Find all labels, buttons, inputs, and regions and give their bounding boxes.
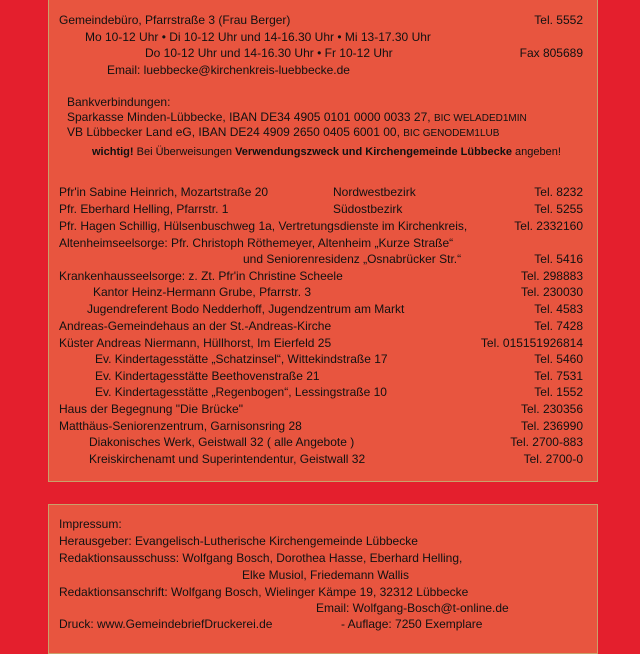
impressum-address: Redaktionsanschrift: Wolfgang Bosch, Wielinger Kämpe 19, 32312 Lübbecke bbox=[59, 585, 469, 599]
office-title: Gemeindebüro, Pfarrstraße 3 (Frau Berger) bbox=[59, 13, 291, 27]
contact-name: Diakonisches Werk, Geistwall 32 ( alle Angebote ) bbox=[89, 435, 355, 449]
bank-note-important: wichtig! bbox=[92, 146, 134, 158]
office-email: Email: luebbecke@kirchenkreis-luebbecke.de bbox=[107, 63, 350, 77]
contact-tel: Tel. 230356 bbox=[520, 402, 583, 416]
bank-line-1-text: Sparkasse Minden-Lübbecke, IBAN DE34 4905 0101 0000 0033 27, bbox=[67, 110, 431, 124]
contact-panel bbox=[48, 0, 598, 482]
contact-name: Pfr'in Sabine Heinrich, Mozartstraße 20 bbox=[59, 185, 269, 199]
impressum-email: Email: Wolfgang-Bosch@t-online.de bbox=[316, 601, 509, 615]
contact-name: Ev. Kindertagesstätte Beethovenstraße 21 bbox=[95, 369, 320, 383]
bank-note-text-1: Bei Überweisungen bbox=[133, 146, 236, 158]
impressum-edition: - Auflage: 7250 Exemplare bbox=[341, 617, 483, 631]
impressum-committee-2: Elke Musiol, Friedemann Wallis bbox=[242, 568, 409, 582]
contact-name: Krankenhausseelsorge: z. Zt. Pfr'in Christine Scheele bbox=[59, 269, 343, 283]
contact-district: Nordwestbezirk bbox=[333, 185, 416, 199]
bank-line-2-bic: BIC GENODEM1LUB bbox=[403, 128, 500, 139]
bank-line-2-text: VB Lübbecker Land eG, IBAN DE24 4909 2650 0405 6001 00, bbox=[67, 125, 400, 139]
office-hours-1: Mo 10-12 Uhr • Di 10-12 Uhr und 14-16.30 Uhr • Mi 13-17.30 Uhr bbox=[85, 30, 431, 44]
contact-name: Pfr. Hagen Schillig, Hülsenbuschweg 1a, Vertretungsdienste im Kirchenkreis, bbox=[59, 219, 468, 233]
contact-name: Haus der Begegnung "Die Brücke" bbox=[59, 402, 243, 416]
contact-tel: Tel. 298883 bbox=[520, 269, 583, 283]
bank-line-1 bbox=[67, 110, 527, 126]
bank-line-2 bbox=[67, 125, 499, 141]
contact-tel: Tel. 1552 bbox=[534, 385, 583, 399]
office-hours-2: Do 10-12 Uhr und 14-16.30 Uhr • Fr 10-12 Uhr bbox=[145, 46, 393, 60]
impressum-print: Druck: www.GemeindebriefDruckerei.de bbox=[59, 617, 273, 631]
bank-line-1-bic: BIC WELADED1MIN bbox=[433, 113, 527, 124]
contact-name: Kantor Heinz-Hermann Grube, Pfarrstr. 3 bbox=[93, 285, 312, 299]
contact-tel: Tel. 015151926814 bbox=[480, 336, 583, 350]
bank-heading: Bankverbindungen: bbox=[67, 95, 171, 109]
office-fax: Fax 805689 bbox=[519, 46, 583, 60]
contact-tel: Tel. 230030 bbox=[520, 285, 583, 299]
contact-name: Altenheimseelsorge: Pfr. Christoph Röthemeyer, Altenheim „Kurze Straße“ bbox=[59, 236, 454, 250]
impressum-committee-1: Redaktionsausschuss: Wolfgang Bosch, Dorothea Hasse, Eberhard Helling, bbox=[59, 551, 463, 565]
contact-name: Andreas-Gemeindehaus an der St.-Andreas-Kirche bbox=[59, 319, 332, 333]
contact-tel: Tel. 5416 bbox=[534, 252, 583, 266]
contact-name: Ev. Kindertagesstätte „Schatzinsel“, Wittekindstraße 17 bbox=[95, 352, 388, 366]
contact-tel: Tel. 7428 bbox=[534, 319, 583, 333]
contact-district: Südostbezirk bbox=[333, 202, 403, 216]
contact-name: und Seniorenresidenz „Osnabrücker Str.“ bbox=[243, 252, 462, 266]
impressum-panel bbox=[48, 504, 598, 654]
contact-name: Matthäus-Seniorenzentrum, Garnisonsring 28 bbox=[59, 419, 302, 433]
contact-name: Jugendreferent Bodo Nedderhoff, Jugendzentrum am Markt bbox=[87, 302, 405, 316]
contact-name: Pfr. Eberhard Helling, Pfarrstr. 1 bbox=[59, 202, 229, 216]
bank-note-text-2: angeben! bbox=[511, 146, 561, 158]
contact-tel: Tel. 2700-883 bbox=[510, 435, 583, 449]
contact-name: Küster Andreas Niermann, Hüllhorst, Im Eierfeld 25 bbox=[59, 336, 332, 350]
contact-tel: Tel. 236990 bbox=[520, 419, 583, 433]
contact-tel: Tel. 8232 bbox=[534, 185, 583, 199]
impressum-heading: Impressum: bbox=[59, 517, 122, 531]
contact-name: Kreiskirchenamt und Superintendentur, Geistwall 32 bbox=[89, 452, 366, 466]
contact-tel: Tel. 2332160 bbox=[514, 219, 583, 233]
office-tel: Tel. 5552 bbox=[534, 13, 583, 27]
contact-tel: Tel. 7531 bbox=[534, 369, 583, 383]
contact-tel: Tel. 5460 bbox=[534, 352, 583, 366]
contact-tel: Tel. 2700-0 bbox=[523, 452, 583, 466]
contact-tel: Tel. 5255 bbox=[534, 202, 583, 216]
contact-name: Ev. Kindertagesstätte „Regenbogen“, Lessingstraße 10 bbox=[95, 385, 387, 399]
impressum-publisher: Herausgeber: Evangelisch-Lutherische Kirchengemeinde Lübbecke bbox=[59, 534, 418, 548]
bank-note bbox=[92, 145, 561, 160]
bank-note-purpose: Verwendungszweck und Kirchengemeinde Lübbecke bbox=[235, 146, 512, 158]
contact-tel: Tel. 4583 bbox=[534, 302, 583, 316]
